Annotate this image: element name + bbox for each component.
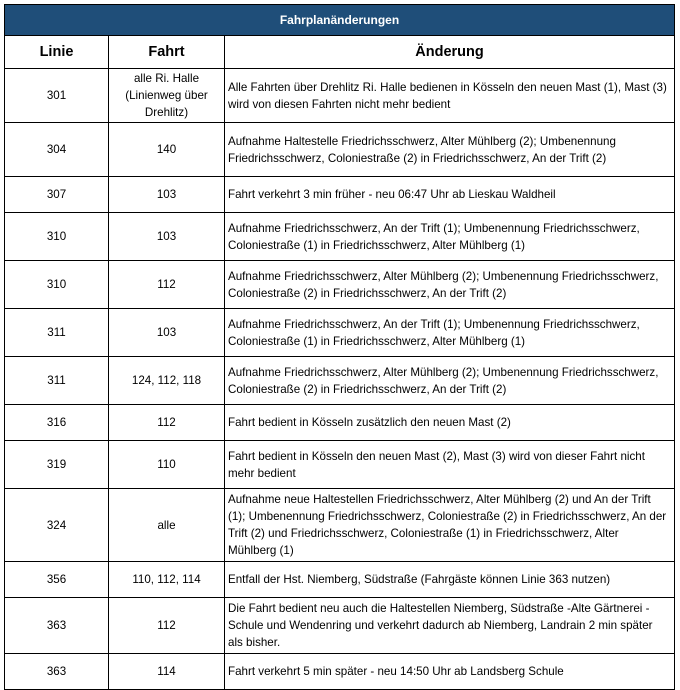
cell-aenderung: Fahrt verkehrt 3 min früher - neu 06:47 Uhr ab Lieskau Waldheil [225,177,675,213]
cell-fahrt: 112 [109,598,225,654]
cell-linie: 363 [5,598,109,654]
cell-fahrt: 103 [109,309,225,357]
table-row [5,261,675,309]
cell-aenderung: Aufnahme neue Haltestellen Friedrichsschwerz, Alter Mühlberg (2) und An der Trift (1); Umbenennung Friedrichsschwerz, Coloniestraße (2) in Friedrichsschwerz, An der Trift (2) und Friedrichsschwerz, Coloniestraße (1) in Friedrichsschwerz, Alter Mühlberg (1) [225,489,675,562]
cell-aenderung: Aufnahme Friedrichsschwerz, An der Trift (1); Umbenennung Friedrichsschwerz, Coloniestraße (1) in Friedrichsschwerz, Alter Mühlberg (1) [225,213,675,261]
table-row [5,441,675,489]
cell-fahrt: 103 [109,177,225,213]
cell-aenderung: Aufnahme Friedrichsschwerz, An der Trift (1); Umbenennung Friedrichsschwerz, Coloniestraße (1) in Friedrichsschwerz, Alter Mühlberg (1) [225,309,675,357]
cell-linie: 316 [5,405,109,441]
table-row [5,123,675,177]
table-row [5,309,675,357]
cell-linie: 310 [5,213,109,261]
cell-aenderung: Fahrt verkehrt 5 min später - neu 14:50 Uhr ab Landsberg Schule [225,654,675,690]
schedule-changes-table-wrapper [4,4,675,690]
table-row [5,654,675,690]
cell-aenderung: Alle Fahrten über Drehlitz Ri. Halle bedienen in Kösseln den neuen Mast (1), Mast (3) wird von diesen Fahrten nicht mehr bedient [225,69,675,123]
cell-fahrt: 112 [109,261,225,309]
table-row [5,598,675,654]
column-header-linie: Linie [5,36,109,69]
cell-aenderung: Fahrt bedient in Kösseln den neuen Mast (2), Mast (3) wird von dieser Fahrt nicht mehr bedient [225,441,675,489]
cell-fahrt: 140 [109,123,225,177]
cell-fahrt: 110 [109,441,225,489]
cell-aenderung: Aufnahme Friedrichsschwerz, Alter Mühlberg (2); Umbenennung Friedrichsschwerz, Coloniestraße (2) in Friedrichsschwerz, An der Trift (2) [225,261,675,309]
cell-fahrt: 110, 112, 114 [109,562,225,598]
table-row [5,405,675,441]
table-row [5,562,675,598]
cell-aenderung: Die Fahrt bedient neu auch die Haltestellen Niemberg, Südstraße -Alte Gärtnerei - Schule und Wendenring und verkehrt dadurch ab Niemberg, Landrain 2 min später als bisher. [225,598,675,654]
cell-aenderung: Entfall der Hst. Niemberg, Südstraße (Fahrgäste können Linie 363 nutzen) [225,562,675,598]
cell-linie: 319 [5,441,109,489]
cell-aenderung: Aufnahme Haltestelle Friedrichsschwerz, Alter Mühlberg (2); Umbenennung Friedrichsschwerz, Coloniestraße (2) in Friedrichsschwerz, An der Trift (2) [225,123,675,177]
cell-fahrt: 124, 112, 118 [109,357,225,405]
cell-linie: 301 [5,69,109,123]
table-title: Fahrplanänderungen [5,5,675,36]
table-row [5,213,675,261]
table-row [5,357,675,405]
cell-fahrt: alle Ri. Halle (Linienweg über Drehlitz) [109,69,225,123]
schedule-changes-table [4,4,675,690]
table-row [5,177,675,213]
cell-fahrt: 114 [109,654,225,690]
cell-aenderung: Fahrt bedient in Kösseln zusätzlich den neuen Mast (2) [225,405,675,441]
cell-linie: 310 [5,261,109,309]
column-header-aenderung: Änderung [225,36,675,69]
cell-linie: 324 [5,489,109,562]
table-row [5,69,675,123]
cell-aenderung: Aufnahme Friedrichsschwerz, Alter Mühlberg (2); Umbenennung Friedrichsschwerz, Coloniestraße (2) in Friedrichsschwerz, An der Trift (2) [225,357,675,405]
table-row [5,489,675,562]
cell-fahrt: 112 [109,405,225,441]
cell-fahrt: alle [109,489,225,562]
cell-linie: 363 [5,654,109,690]
cell-linie: 311 [5,309,109,357]
cell-linie: 304 [5,123,109,177]
cell-linie: 311 [5,357,109,405]
cell-linie: 356 [5,562,109,598]
cell-linie: 307 [5,177,109,213]
column-header-fahrt: Fahrt [109,36,225,69]
cell-fahrt: 103 [109,213,225,261]
